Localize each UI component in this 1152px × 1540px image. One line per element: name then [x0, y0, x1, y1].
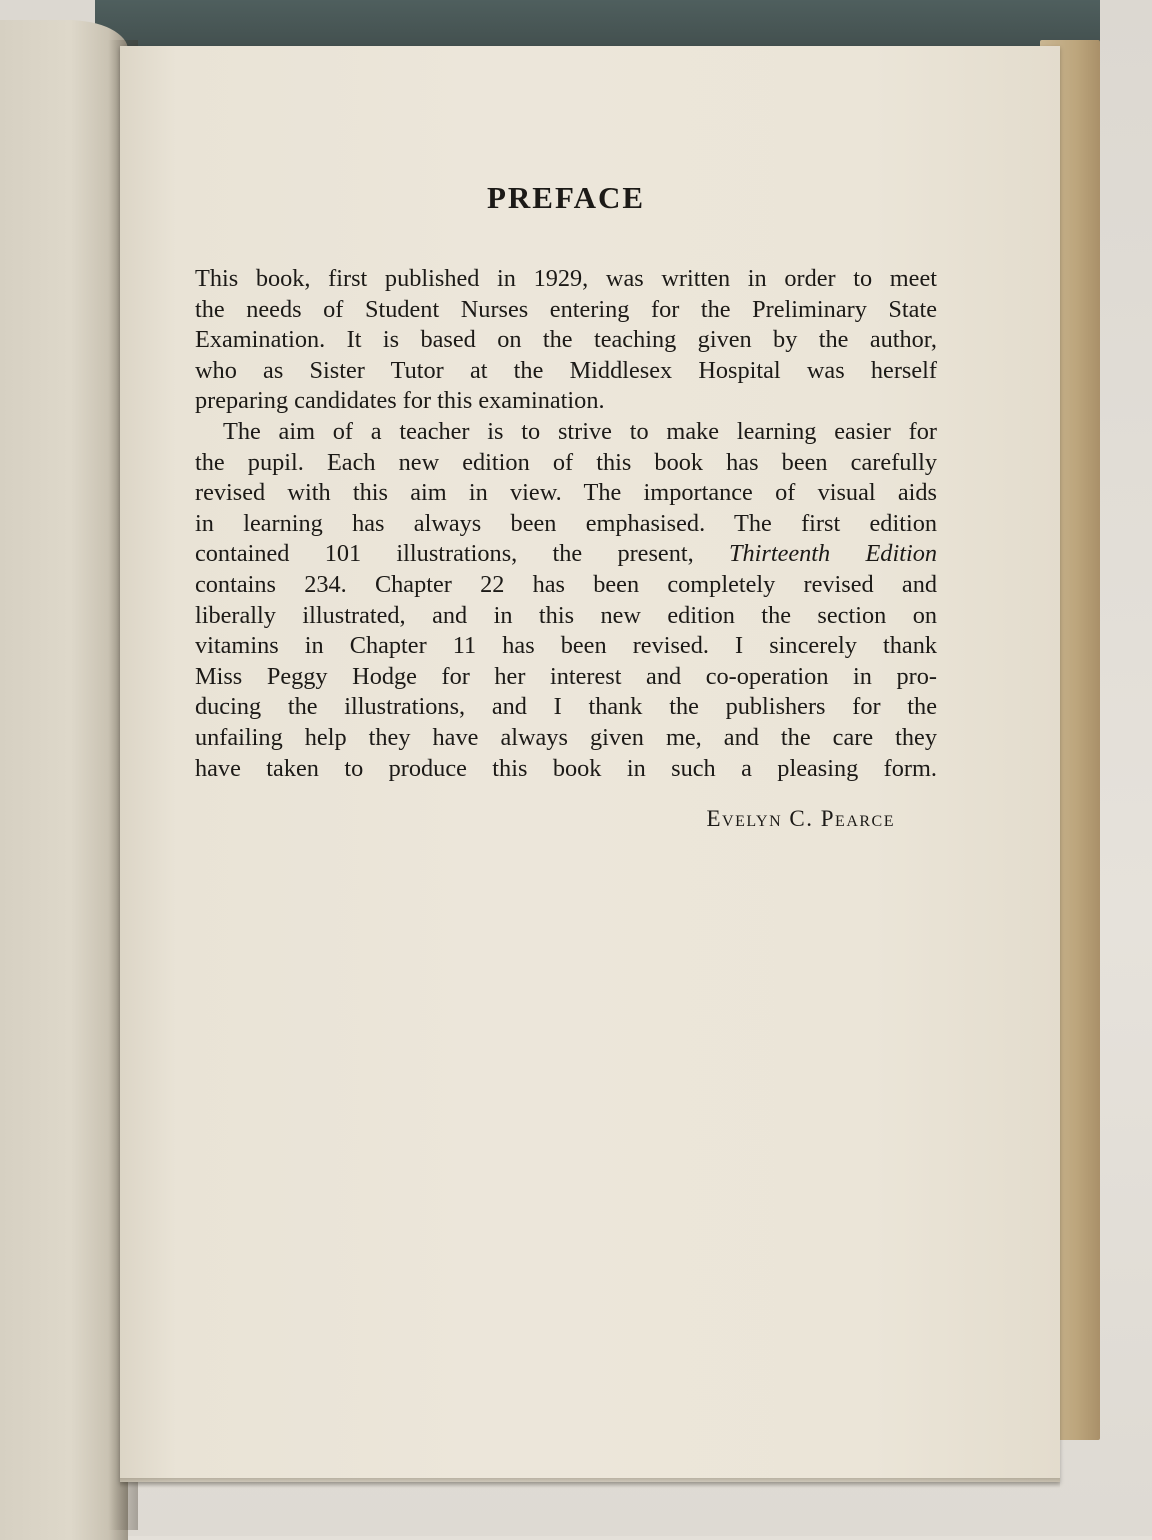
text-line: Miss Peggy Hodge for her interest and co-operation in pro- — [195, 662, 937, 690]
text-line: the needs of Student Nurses entering for the Preliminary State — [195, 295, 937, 323]
page-title: PREFACE — [486, 180, 646, 215]
text-segment: contained 101 illustrations, the present, — [195, 540, 729, 568]
text-line: revised with this aim in view. The importance of visual aids — [195, 479, 937, 507]
text-line: liberally illustrated, and in this new edition the section on — [195, 601, 937, 629]
preface-paragraph-1 — [195, 264, 937, 417]
text-line: contains 234. Chapter 22 has been completely revised and — [195, 570, 937, 598]
text-line: who as Sister Tutor at the Middlesex Hospital was herself — [195, 356, 937, 384]
page-shadow — [120, 1478, 1060, 1488]
text-line: in learning has always been emphasised. The first edition — [195, 509, 937, 537]
text-line: preparing candidates for this examination. — [195, 387, 605, 415]
text-line: This book, first published in 1929, was written in order to meet — [195, 265, 937, 292]
page-content — [195, 180, 937, 832]
text-line: the pupil. Each new edition of this book has been carefully — [195, 448, 937, 476]
author-signature: Evelyn C. Pearce — [706, 806, 895, 832]
text-line: unfailing help they have always given me, and the care they — [195, 723, 937, 751]
text-line: vitamins in Chapter 11 has been revised. I sincerely thank — [195, 632, 937, 660]
text-line-edition — [195, 539, 937, 570]
text-line: have taken to produce this book in such a pleasing form. — [195, 754, 937, 782]
text-line: Examination. It is based on the teaching given by the author, — [195, 326, 937, 354]
text-line: ducing the illustrations, and I thank the publishers for the — [195, 693, 937, 721]
preface-paragraph-2 — [195, 417, 937, 784]
text-line: The aim of a teacher is to strive to make learning easier for — [223, 417, 937, 445]
edition-italic: Thirteenth Edition — [728, 540, 937, 568]
